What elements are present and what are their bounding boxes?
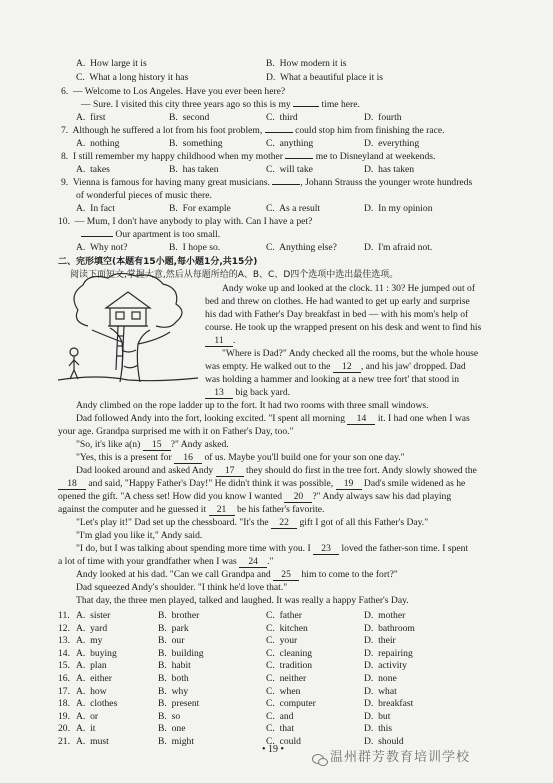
q8-option-a: A. takes xyxy=(76,164,110,175)
option-choice: A. either xyxy=(76,673,112,684)
option-5a: A. How large it is xyxy=(76,58,147,69)
option-choice: D. activity xyxy=(364,660,407,672)
blank-16: 16 xyxy=(174,452,202,464)
passage-line: opened the gift. "A chess set! How did you know I wanted 20 ?" Andy always saw his dad playing xyxy=(58,491,452,502)
passage-line: course. He took up the wrapped present on his desk and went to find his xyxy=(205,322,482,333)
q8-option-c: C. will take xyxy=(266,164,313,175)
passage-line: his dad with Father's Day breakfast in bed — with his mom's help of xyxy=(205,309,469,320)
option-choice: C. kitchen xyxy=(266,622,308,634)
passage-line: "Yes, this is a present for 16 of us. Maybe you'll build one for your son one day." xyxy=(76,452,405,463)
q6-option-c: C. third xyxy=(266,112,298,123)
option-choice: D. repairing xyxy=(364,647,413,659)
q9-option-b: B. For example xyxy=(169,203,231,214)
passage-line: 11 . xyxy=(205,335,235,347)
q9-stem: 9. Vienna is famous for having many great musicians. , Johann Strauss the younger wrote hundreds xyxy=(61,177,473,188)
passage-line: your age. Grandpa surprised me with it on Father's Day, too." xyxy=(58,426,294,437)
q7-option-b: B. something xyxy=(169,138,223,149)
q9-option-c: C. As a result xyxy=(266,203,321,214)
option-choice: B. so xyxy=(158,710,181,722)
option-choice: C. could xyxy=(266,736,301,747)
option-row-number: 13. xyxy=(58,635,70,647)
option-5b: B. How modern it is xyxy=(266,58,347,69)
option-choice: A. clothes xyxy=(76,698,118,710)
option-choice: D. breakfast xyxy=(364,698,414,710)
blank-20: 20 xyxy=(284,491,312,503)
option-row-number: 11. xyxy=(58,610,70,621)
option-choice: B. one xyxy=(158,723,186,735)
option-row-number: 12. xyxy=(58,622,70,634)
option-choice: D. what xyxy=(364,685,397,697)
q7-option-a: A. nothing xyxy=(76,138,120,149)
option-choice: A. sister xyxy=(76,610,111,621)
q8-stem: 8. I still remember my happy childhood when my mother me to Disneyland at weekends. xyxy=(61,151,436,162)
q10-stem: 10. — Mum, I don't have anybody to play with. Can I have a pet? xyxy=(58,216,313,227)
option-row-number: 20. xyxy=(58,723,70,735)
tree-house-illustration xyxy=(58,270,198,382)
option-choice: D. this xyxy=(364,723,392,735)
q7-option-d: D. everything xyxy=(364,138,420,149)
blank-19: 19 xyxy=(336,478,362,490)
q6-option-b: B. second xyxy=(169,112,210,123)
option-row-number: 21. xyxy=(58,736,70,747)
option-choice: C. cleaning xyxy=(266,647,313,659)
section-instruction: 阅读下面短文,掌握大意,然后从每题所给的A、B、C、D四个选项中选出最佳选项。 xyxy=(70,270,399,280)
option-choice: A. yard xyxy=(76,622,108,634)
option-row-number: 18. xyxy=(58,698,70,710)
option-choice: D. mother xyxy=(364,610,406,621)
blank-12: 12 xyxy=(333,361,361,373)
q8-option-d: D. has taken xyxy=(364,164,415,175)
option-choice: A. plan xyxy=(76,660,107,672)
blank-22: 22 xyxy=(271,517,297,529)
q7-option-c: C. anything xyxy=(266,138,314,149)
blank-21: 21 xyxy=(209,504,235,516)
option-choice: B. park xyxy=(158,622,189,634)
blank-25: 25 xyxy=(273,569,299,581)
q6-line2: — Sure. I visited this city three years ago so this is my time here. xyxy=(81,99,360,110)
option-choice: D. should xyxy=(364,736,404,747)
q8-blank xyxy=(285,158,313,159)
option-row-number: 19. xyxy=(58,710,70,722)
blank-11: 11 xyxy=(205,335,233,347)
option-choice: A. or xyxy=(76,710,99,722)
option-choice: B. our xyxy=(158,635,185,647)
option-5d: D. What a beautiful place it is xyxy=(266,72,384,83)
option-choice: A. must xyxy=(76,736,109,747)
option-choice: C. that xyxy=(266,723,294,735)
q10-option-d: D. I'm afraid not. xyxy=(364,242,433,253)
q9-option-d: D. In my opinion xyxy=(364,203,433,214)
passage-line: 13 big back yard. xyxy=(205,387,290,399)
passage-line: Dad followed Andy into the fort, looking excited. "I spent all morning 14 it. I had one when I was xyxy=(76,413,470,424)
blank-17: 17 xyxy=(216,465,244,477)
passage-line: "I'm glad you like it," Andy said. xyxy=(76,530,203,541)
option-5c: C. What a long history it has xyxy=(76,72,189,83)
passage-line: "Where is Dad?" Andy checked all the rooms, but the whole house xyxy=(222,348,479,359)
passage-line: "I do, but I was talking about spending more time with you. I 23 loved the father-son time. I spent xyxy=(76,543,469,554)
passage-line: "Let's play it!" Dad set up the chessboard. "It's the 22 gift I got of all this Father's Day." xyxy=(76,517,429,528)
option-row-number: 17. xyxy=(58,685,70,697)
option-choice: B. why xyxy=(158,685,189,697)
option-row-number: 14. xyxy=(58,647,70,659)
q8-option-b: B. has taken xyxy=(169,164,219,175)
passage-line: Dad squeezed Andy's shoulder. "I think he'd love that." xyxy=(76,582,288,593)
blank-24: 24 xyxy=(239,556,267,568)
passage-line: a lot of time with your grandfather when I was 24 ." xyxy=(58,556,274,567)
q9-line2: of wonderful pieces of music there. xyxy=(76,190,212,201)
q9-blank xyxy=(272,184,300,185)
passage-line: "So, it's like a(n) 15 ?" Andy asked. xyxy=(76,439,229,450)
q6-blank xyxy=(293,106,319,107)
passage-line: Andy looked at his dad. "Can we call Grandpa and 25 him to come to the fort?" xyxy=(76,569,398,580)
option-row-number: 15. xyxy=(58,660,70,672)
passage-line: Andy climbed on the rope ladder up to the fort. It had two rooms with three small windows. xyxy=(76,400,429,411)
option-choice: C. when xyxy=(266,685,301,697)
q10-option-a: A. Why not? xyxy=(76,242,128,253)
section-heading: 二、完形填空(本题有15小题,每小题1分,共15分) xyxy=(58,257,258,267)
passage-line: That day, the three men played, talked and laughed. It was really a happy Father's Day. xyxy=(76,595,409,606)
option-choice: B. present xyxy=(158,698,200,710)
option-choice: B. building xyxy=(158,647,204,659)
q7-stem: 7. Although he suffered a lot from his foot problem, could stop him from finishing the race. xyxy=(61,125,445,136)
blank-13: 13 xyxy=(205,387,233,399)
passage-line: was holding a hammer and looking at a new tree fort' that stood in xyxy=(205,374,460,385)
q10-blank xyxy=(81,236,113,237)
option-choice: B. both xyxy=(158,673,189,684)
q6-stem: 6. — Welcome to Los Angeles. Have you ever been here? xyxy=(61,86,286,97)
q10-option-b: B. I hope so. xyxy=(169,242,221,253)
q10-option-c: C. Anything else? xyxy=(266,242,337,253)
option-choice: A. my xyxy=(76,635,103,647)
blank-15: 15 xyxy=(143,439,171,451)
option-choice: A. how xyxy=(76,685,107,697)
option-choice: C. computer xyxy=(266,698,316,710)
option-choice: C. father xyxy=(266,610,302,621)
option-row-number: 16. xyxy=(58,673,70,684)
option-choice: C. and xyxy=(266,710,294,722)
blank-23: 23 xyxy=(313,543,339,555)
q6-option-d: D. fourth xyxy=(364,112,402,123)
passage-line: was empty. He walked out to the 12 , and his jaw' dropped. Dad xyxy=(205,361,466,372)
blank-18: 18 xyxy=(58,478,86,490)
option-choice: C. tradition xyxy=(266,660,313,672)
option-choice: D. but xyxy=(364,710,391,722)
option-choice: D. bathroom xyxy=(364,622,415,634)
blank-14: 14 xyxy=(347,413,375,425)
option-choice: A. it xyxy=(76,723,96,735)
q9-option-a: A. In fact xyxy=(76,203,115,214)
option-choice: B. brother xyxy=(158,610,200,621)
option-choice: D. their xyxy=(364,635,396,647)
option-choice: B. might xyxy=(158,736,194,747)
option-choice: A. buying xyxy=(76,647,117,659)
wechat-icon xyxy=(312,753,328,767)
passage-line: Andy woke up and looked at the clock. 11 : 30? He jumped out of xyxy=(222,283,476,294)
passage-line: against the computer and he guessed it 21 be his father's favorite. xyxy=(58,504,325,515)
passage-line: Dad looked around and asked Andy 17 they should do first in the tree fort. Andy slowly showed the xyxy=(76,465,477,476)
option-choice: B. habit xyxy=(158,660,191,672)
q6-option-a: A. first xyxy=(76,112,106,123)
q7-blank xyxy=(265,132,293,133)
page-number: • 19 • xyxy=(262,744,285,755)
passage-line: 18 and said, "Happy Father's Day!" He didn't think it was possible, 19 Dad's smile widened as he xyxy=(58,478,465,490)
passage-line: bed and threw on clothes. He had wanted to get up early and surprise xyxy=(205,296,470,307)
option-choice: C. neither xyxy=(266,673,307,684)
option-choice: C. your xyxy=(266,635,298,647)
q10-line2: Our apartment is too small. xyxy=(81,229,220,241)
option-choice: D. none xyxy=(364,673,397,684)
watermark: 温州群芳教育培训学校 xyxy=(330,750,471,765)
